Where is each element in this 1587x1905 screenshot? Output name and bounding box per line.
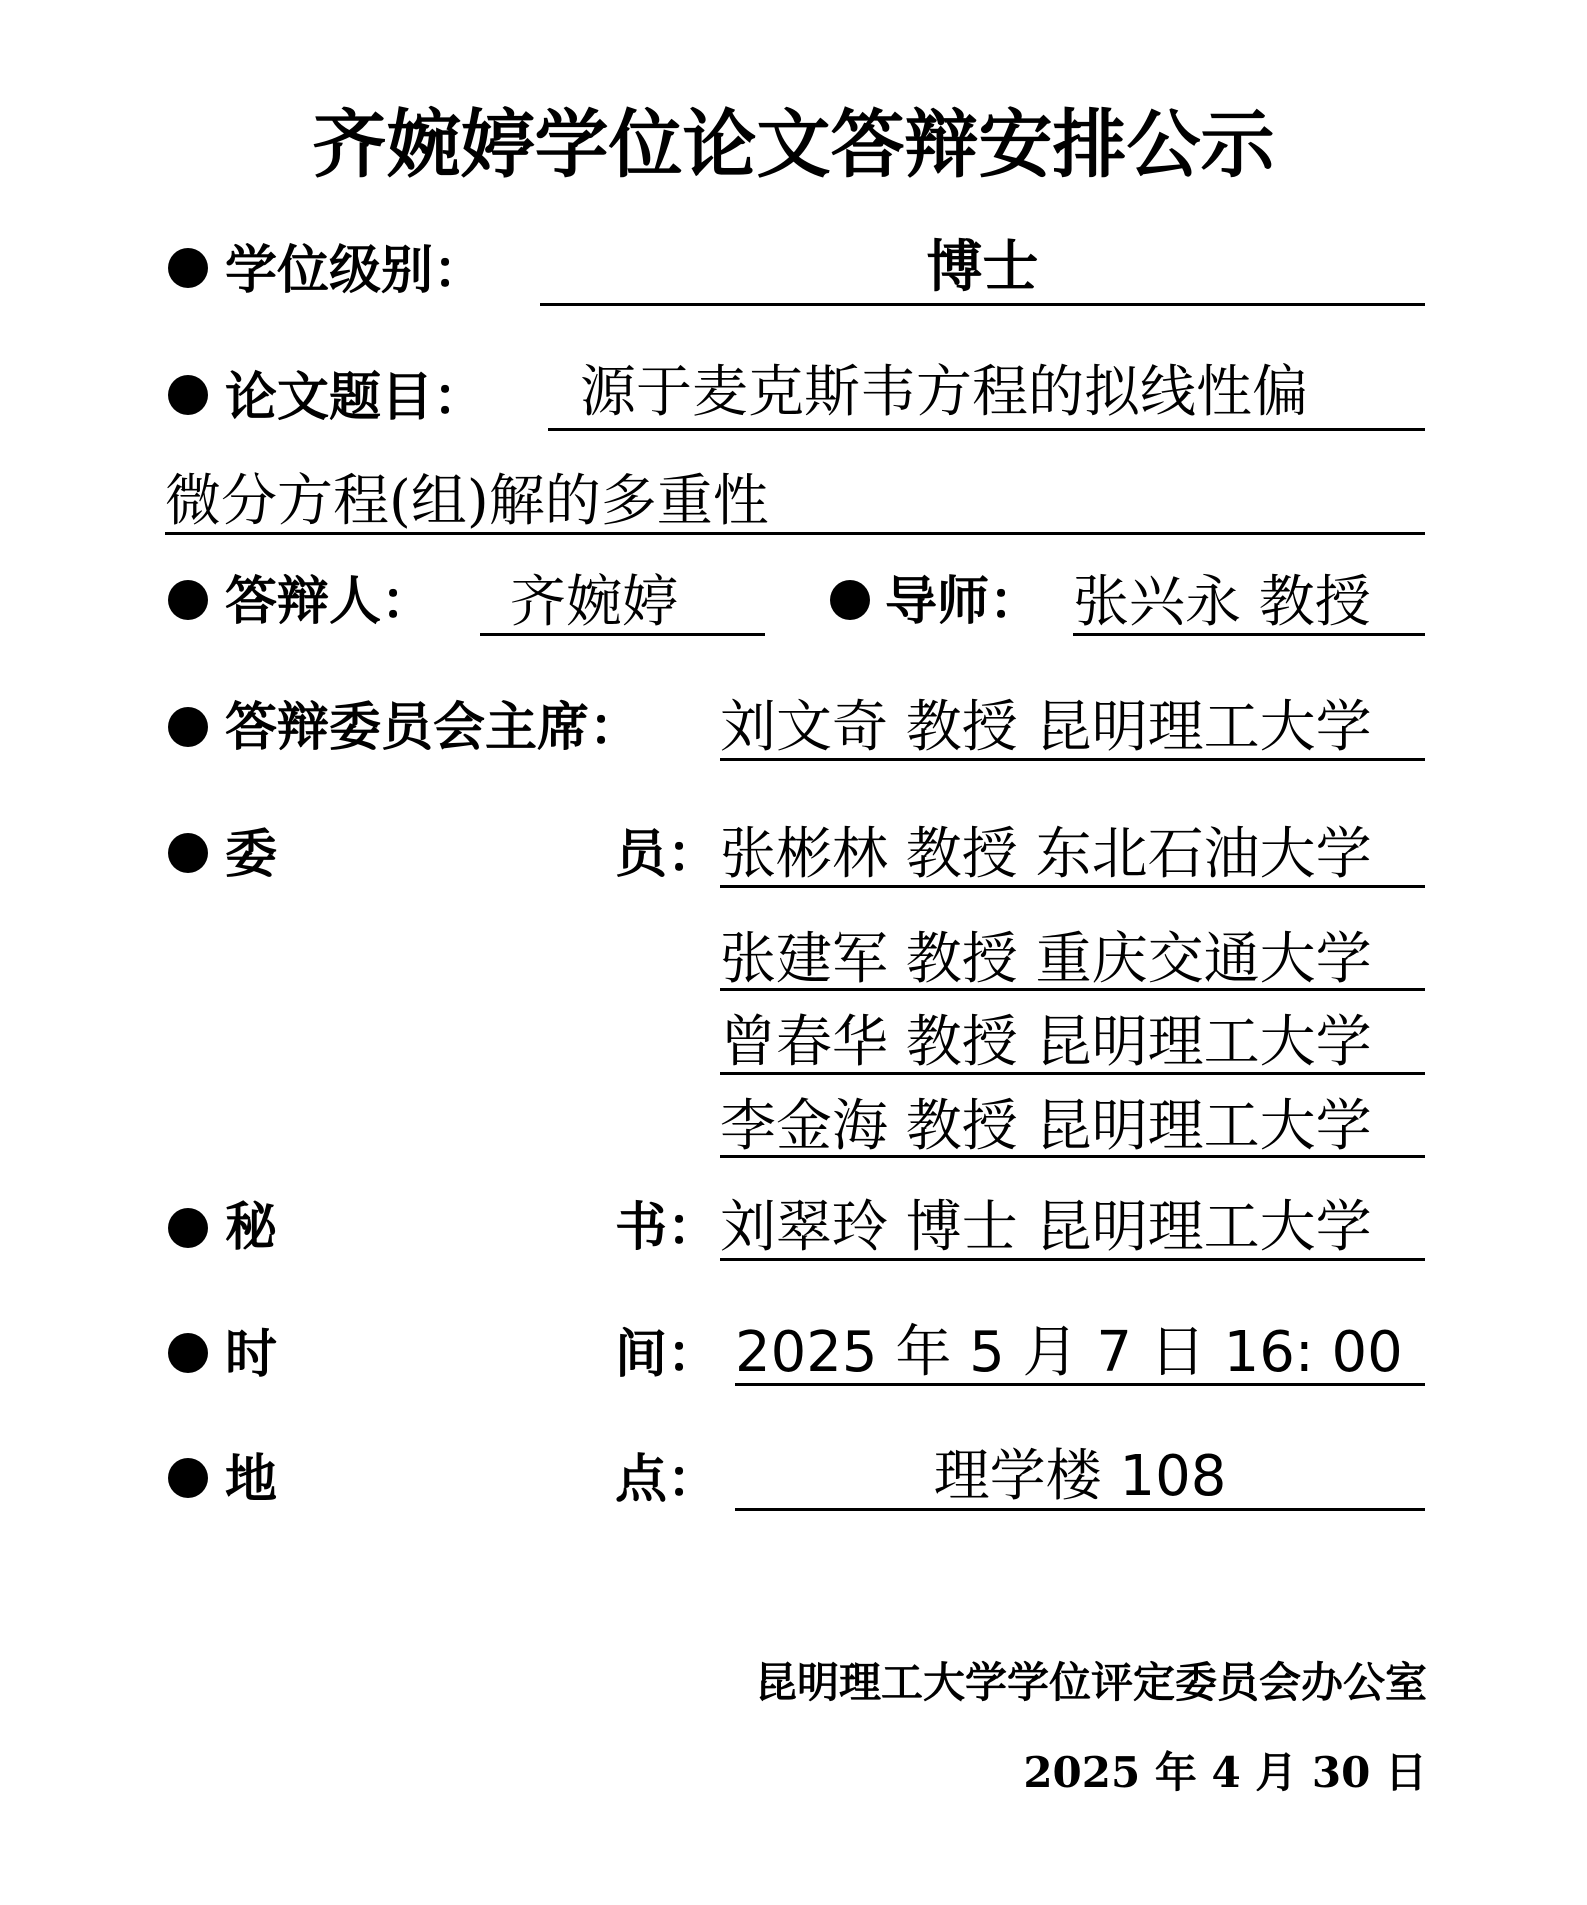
member-item: 曾春华 教授 昆明理工大学 — [720, 1010, 1372, 1075]
time-value: 2025 年 5 月 7 日 16: 00 — [735, 1320, 1403, 1385]
degree-underline — [540, 303, 1425, 306]
defender-underline — [480, 633, 765, 636]
defender-value: 齐婉婷 — [510, 570, 678, 635]
bullet-icon — [168, 833, 208, 873]
secretary-label-left: 秘 — [225, 1197, 278, 1258]
place-label-right: 点： — [615, 1449, 720, 1510]
time-label-right: 间： — [615, 1324, 720, 1385]
chair-label: 答辩委员会主席： — [225, 697, 642, 758]
member-item: 张建军 教授 重庆交通大学 — [720, 927, 1372, 992]
chair-value: 刘文奇 教授 昆明理工大学 — [720, 695, 1372, 760]
secretary-underline — [720, 1258, 1425, 1261]
time-underline — [735, 1383, 1425, 1386]
advisor-label: 导师： — [885, 571, 1042, 632]
place-label-left: 地 — [225, 1449, 278, 1510]
chair-underline — [720, 758, 1425, 761]
bullet-icon — [168, 248, 208, 288]
thesis-title-line1: 源于麦克斯韦方程的拟线性偏 — [580, 360, 1308, 425]
degree-label: 学位级别： — [225, 240, 486, 301]
advisor-underline — [1073, 633, 1425, 636]
defender-label: 答辩人： — [225, 571, 434, 632]
thesis-underline-2 — [165, 532, 1425, 535]
issuing-office: 昆明理工大学学位评定委员会办公室 — [754, 1658, 1427, 1707]
member-item: 李金海 教授 昆明理工大学 — [720, 1094, 1372, 1159]
time-label-left: 时 — [225, 1324, 278, 1385]
members-label-left: 委 — [225, 824, 278, 885]
secretary-value: 刘翠玲 博士 昆明理工大学 — [720, 1195, 1372, 1260]
issue-date: 2025 年 4 月 30 日 — [1023, 1748, 1427, 1797]
member-underline — [720, 1155, 1425, 1158]
place-value: 理学楼 108 — [933, 1444, 1227, 1509]
member-underline — [720, 988, 1425, 991]
thesis-label: 论文题目： — [225, 367, 486, 428]
bullet-icon — [168, 1333, 208, 1373]
bullet-icon — [168, 580, 208, 620]
secretary-label-right: 书： — [615, 1197, 720, 1258]
bullet-icon — [168, 375, 208, 415]
bullet-icon — [168, 707, 208, 747]
advisor-value: 张兴永 教授 — [1073, 570, 1371, 635]
page-title: 齐婉婷学位论文答辩安排公示 — [312, 102, 1275, 188]
member-underline — [720, 885, 1425, 888]
degree-value: 博士 — [926, 234, 1039, 300]
bullet-icon — [830, 580, 870, 620]
member-underline — [720, 1072, 1425, 1075]
bullet-icon — [168, 1458, 208, 1498]
members-label-right: 员： — [615, 824, 720, 885]
place-underline — [735, 1508, 1425, 1511]
member-item: 张彬林 教授 东北石油大学 — [720, 822, 1372, 887]
thesis-underline-1 — [548, 428, 1425, 431]
bullet-icon — [168, 1208, 208, 1248]
thesis-title-line2: 微分方程(组)解的多重性 — [165, 469, 769, 534]
